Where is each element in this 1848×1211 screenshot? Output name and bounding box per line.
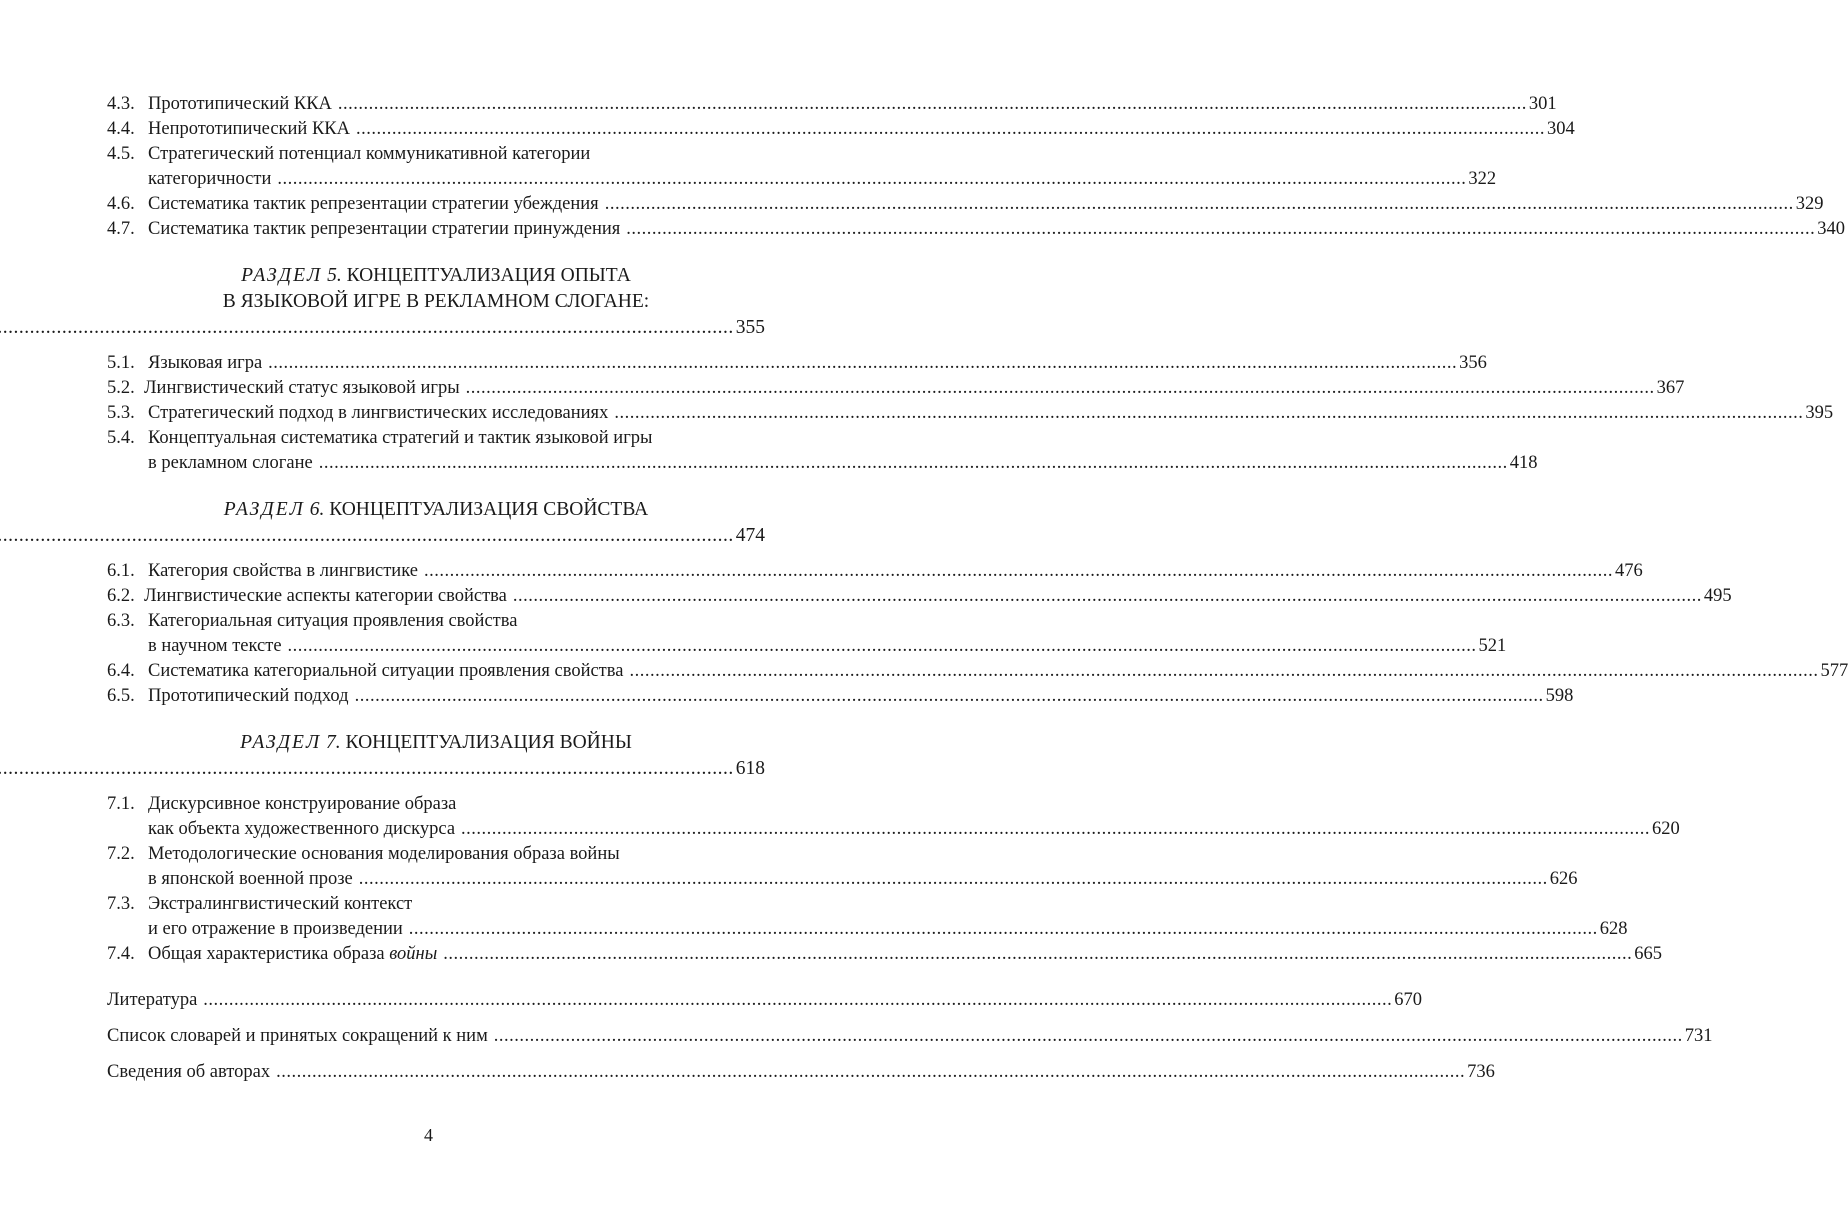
leader-dots	[355, 684, 1544, 709]
entry-title: и его отражение в произведении	[148, 919, 403, 939]
leader-dots	[629, 659, 1818, 684]
section-number: 5.	[327, 265, 342, 286]
entry-number: 4.6.	[107, 194, 135, 214]
toc-entry	[107, 192, 1824, 217]
entry-title-line1: Экстралингвистический контекст	[148, 894, 413, 914]
entry-title: Систематика тактик репрезентации стратегии убеждения	[148, 194, 599, 214]
entry-page: 577	[1820, 661, 1848, 681]
toc-entry-back	[107, 988, 1423, 1013]
leader-dots	[203, 988, 1392, 1013]
toc-entry-continuation	[107, 817, 1680, 842]
page-number: 4	[424, 1125, 433, 1145]
section-page: 618	[735, 758, 765, 779]
toc-entry	[107, 584, 1732, 609]
leader-dots	[409, 917, 1598, 942]
entry-page: 304	[1547, 119, 1575, 139]
section-label: РАЗДЕЛ	[240, 732, 322, 753]
entry-title: Список словарей и принятых сокращений к ним	[107, 1026, 488, 1046]
entry-title: Лингвистический статус языковой игры	[144, 378, 460, 398]
section-page: 474	[735, 525, 765, 546]
toc-entry	[107, 401, 1834, 426]
leader-dots	[338, 92, 1527, 117]
leader-dots	[0, 315, 734, 341]
entry-number: 6.4.	[107, 661, 135, 681]
entry-number: 7.2.	[107, 844, 135, 864]
section-heading-6	[107, 497, 765, 549]
toc-entry-back	[107, 1060, 1495, 1085]
leader-dots	[356, 117, 1545, 142]
toc-entry-continuation	[107, 917, 1628, 942]
leader-dots	[461, 817, 1650, 842]
leader-dots	[268, 351, 1457, 376]
toc-entry	[107, 559, 1643, 584]
entry-number: 4.4.	[107, 119, 135, 139]
entry-title: Стратегический подход в лингвистических исследованиях	[148, 403, 609, 423]
entry-title: Прототипический ККА	[148, 94, 332, 114]
leader-dots	[276, 1060, 1465, 1085]
leader-dots	[319, 451, 1508, 476]
entry-page: 340	[1817, 219, 1846, 239]
leader-dots	[443, 942, 1632, 967]
toc-entry-continuation	[107, 451, 1538, 476]
leader-dots	[614, 401, 1803, 426]
entry-title: Категория свойства в лингвистике	[148, 561, 418, 581]
entry-number: 7.1.	[107, 794, 135, 814]
entry-number: 4.7.	[107, 219, 135, 239]
entry-number: 6.2.	[107, 586, 135, 606]
entry-title: Общая характеристика образа	[148, 944, 385, 964]
toc-entry	[107, 842, 765, 867]
entry-title: категоричности	[148, 169, 272, 189]
toc-entry	[107, 942, 1662, 967]
section-label: РАЗДЕЛ	[241, 265, 323, 286]
entry-title: Непрототипический ККА	[148, 119, 351, 139]
entry-page: 329	[1795, 194, 1824, 214]
entry-title: Лингвистические аспекты категории свойства	[144, 586, 507, 606]
entry-page: 521	[1478, 636, 1507, 656]
entry-page: 322	[1468, 169, 1497, 189]
entry-title: Сведения об авторах	[107, 1062, 271, 1082]
entry-title: в научном тексте	[148, 636, 282, 656]
section-heading-7	[107, 730, 765, 782]
toc-entry	[107, 892, 765, 917]
entry-number: 5.4.	[107, 428, 135, 448]
toc-entry	[107, 217, 1846, 242]
entry-title: в японской военной прозе	[148, 869, 353, 889]
entry-page: 628	[1599, 919, 1628, 939]
entry-page: 670	[1394, 990, 1423, 1010]
entry-page: 598	[1545, 686, 1574, 706]
entry-page: 418	[1509, 453, 1538, 473]
leader-dots	[424, 559, 1613, 584]
section-title-line1: КОНЦЕПТУАЛИЗАЦИЯ ВОЙНЫ	[345, 732, 632, 753]
entry-title: Систематика категориальной ситуации проявления свойства	[148, 661, 624, 681]
entry-page: 395	[1805, 403, 1834, 423]
entry-page: 736	[1467, 1062, 1495, 1082]
entry-title: Прототипический подход	[148, 686, 349, 706]
entry-number: 6.1.	[107, 561, 135, 581]
entry-number: 6.3.	[107, 611, 135, 631]
leader-dots	[626, 217, 1815, 242]
entry-page: 356	[1459, 353, 1487, 373]
toc-entry	[107, 792, 765, 817]
entry-title: Систематика тактик репрезентации стратегии принуждения	[148, 219, 621, 239]
leader-dots	[605, 192, 1794, 217]
entry-page: 626	[1549, 869, 1578, 889]
section-heading-5	[107, 263, 765, 341]
toc-entry	[107, 376, 1685, 401]
toc-entry-continuation	[107, 634, 1507, 659]
toc-entry	[107, 426, 765, 451]
section-title-line2: В ЯЗЫКОВОЙ ИГРЕ В РЕКЛАМНОМ СЛОГАНЕ:	[222, 291, 650, 312]
entry-number: 6.5.	[107, 686, 135, 706]
section-label: РАЗДЕЛ	[223, 499, 305, 520]
entry-title-line1: Концептуальная систематика стратегий и тактик языковой игры	[148, 428, 653, 448]
entry-page: 476	[1614, 561, 1643, 581]
entry-page: 620	[1652, 819, 1680, 839]
entry-number: 4.3.	[107, 94, 135, 114]
entry-title: в рекламном слогане	[148, 453, 313, 473]
section-title-line1: КОНЦЕПТУАЛИЗАЦИЯ СВОЙСТВА	[329, 499, 649, 520]
toc-entry	[107, 117, 1575, 142]
leader-dots	[0, 756, 734, 782]
leader-dots	[277, 167, 1466, 192]
entry-title: Языковая игра	[148, 353, 263, 373]
toc-entry-back	[107, 1024, 1713, 1049]
entry-page: 367	[1656, 378, 1685, 398]
entry-title-line1: Стратегический потенциал коммуникативной категории	[148, 144, 591, 164]
section-page: 355	[735, 317, 765, 338]
entry-page: 495	[1703, 586, 1732, 606]
entry-title: Литература	[107, 990, 198, 1010]
entry-title-italic: войны	[389, 944, 438, 964]
entry-page: 731	[1684, 1026, 1713, 1046]
toc-entry-continuation	[107, 867, 1578, 892]
section-number: 7.	[326, 732, 341, 753]
toc-entry	[107, 142, 765, 167]
toc-entry	[107, 609, 765, 634]
leader-dots	[513, 584, 1702, 609]
entry-title-line1: Категориальная ситуация проявления свойства	[148, 611, 518, 631]
entry-number: 7.4.	[107, 944, 135, 964]
entry-number: 4.5.	[107, 144, 135, 164]
toc-entry-continuation	[107, 167, 1497, 192]
toc-entry	[107, 659, 1848, 684]
entry-number: 5.1.	[107, 353, 135, 373]
toc-entry	[107, 351, 1487, 376]
entry-number: 5.2.	[107, 378, 135, 398]
entry-page: 665	[1634, 944, 1662, 964]
leader-dots	[494, 1024, 1683, 1049]
entry-title-line1: Дискурсивное конструирование образа	[148, 794, 457, 814]
section-title-line1: КОНЦЕПТУАЛИЗАЦИЯ ОПЫТА	[346, 265, 631, 286]
leader-dots	[466, 376, 1655, 401]
entry-number: 5.3.	[107, 403, 135, 423]
entry-title-line1: Методологические основания моделирования образа войны	[148, 844, 620, 864]
entry-page: 301	[1528, 94, 1557, 114]
toc-entry	[107, 684, 1574, 709]
entry-title: как объекта художественного дискурса	[148, 819, 456, 839]
leader-dots	[359, 867, 1548, 892]
toc-entry	[107, 92, 1557, 117]
table-of-contents	[107, 92, 1848, 1085]
leader-dots	[0, 523, 734, 549]
entry-number: 7.3.	[107, 894, 135, 914]
leader-dots	[288, 634, 1477, 659]
section-number: 6.	[309, 499, 325, 520]
